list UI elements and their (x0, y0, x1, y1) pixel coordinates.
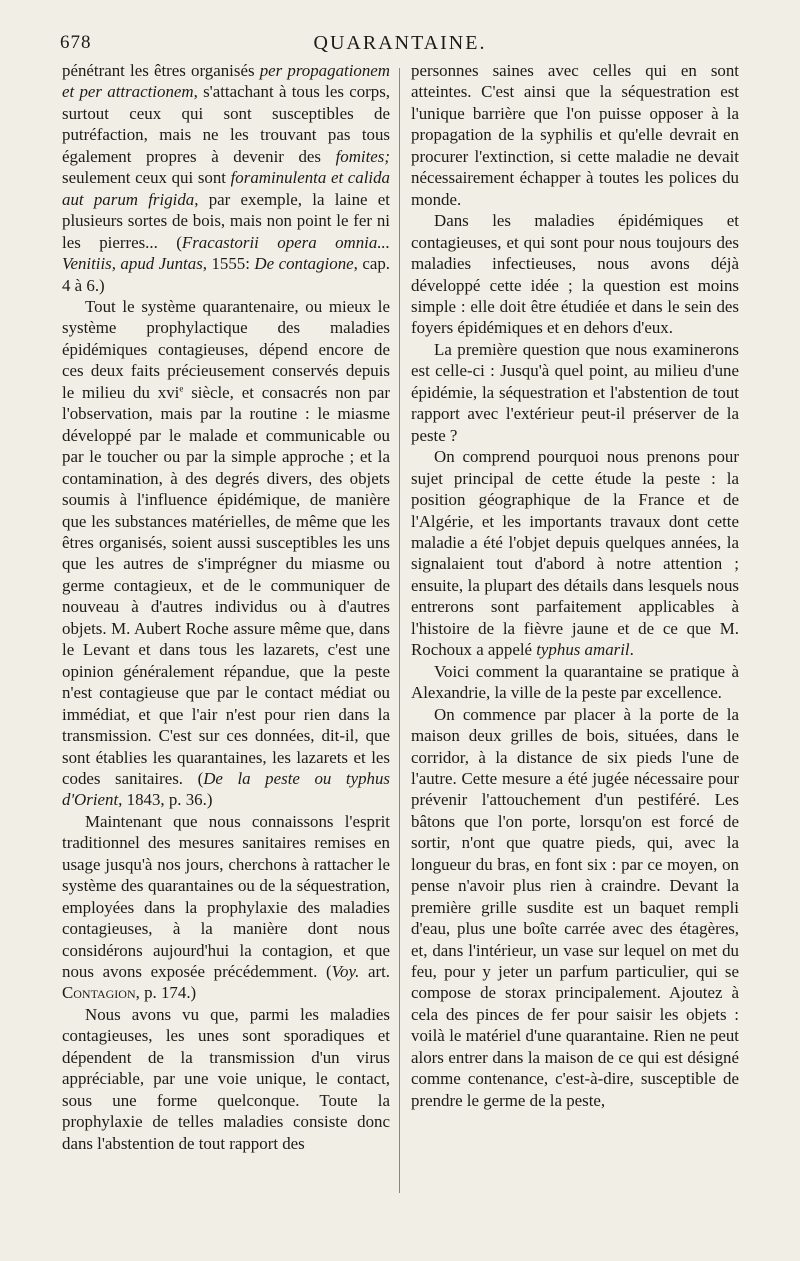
paragraph-syphilis: personnes saines avec celles qui en sont atteintes. C'est ainsi que la séquestration est l'unique barrière que l'on puisse opposer à la propagation de la syphilis et qu'elle devrait en procurer l'extinction, si cette maladie ne devait nécessairement échapper à toutes les polices du monde. (411, 61, 739, 209)
left-column (62, 60, 390, 1154)
paragraph-sporadic-diseases: Nous avons vu que, parmi les maladies contagieuses, les unes sont sporadiques et dépendent de la transmission d'un virus appréciable, par une voie unique, le contact, sous une forme quelconque. Toute la prophylaxie de telles maladies consiste donc dans l'abstention de tout rapport des (62, 1004, 390, 1153)
paragraph-first-question: La première question que nous examinerons est celle-ci : Jusqu'à quel point, au milieu d'une épidémie, la séquestration et l'abstention de tout rapport avec l'extérieur peut-il préserver de la peste ? (411, 339, 739, 445)
running-title: QUARANTAINE. (313, 32, 487, 54)
page-number: 678 (60, 32, 92, 53)
right-column (411, 60, 739, 1111)
paragraph-plague-subject: On comprend pourquoi nous prenons pour sujet principal de cette étude la peste : la position géographique de la France et de l'Algérie, et les importants travaux dont cette maladie a été l'objet depuis quelques années, la signalaient tout d'abord à notre attention ; ensuite, la plupart des détails dans lesquels nous entrerons sont parfaitement applicables à l'histoire de la fièvre jaune et de ce que M. Rochoux a appelé typhus amaril. (411, 447, 739, 660)
paragraph-alexandria: Voici comment la quarantaine se pratique à Alexandrie, la ville de la peste par excellence. (411, 661, 739, 703)
paragraph-fracastor-quote: pénétrant les êtres organisés per propagationem et per attractionem, s'attachant à tous les corps, surtout ceux qui sont susceptibles de putréfaction, mais ne les trouvant pas tous également propres à devenir des fomites; seulement ceux qui sont foraminulenta et calida aut parum frigida, par exemple, la laine et plusieurs sortes de bois, mais non point le fer ni les pierres... (Fracastorii opera omnia... Venitiis, apud Juntas, 1555: De contagione, cap. 4 à 6.) (62, 61, 391, 295)
page-header (60, 32, 740, 62)
paragraph-traditional-spirit: Maintenant que nous connaissons l'esprit traditionnel des mesures sanitaires remises en usage jusqu'à nos jours, cherchons à rattacher le système des quarantaines ou de la séquestration, employées dans la prophylaxie des maladies contagieuses, à la manière dont nous considérons aujourd'hui la contagion, et que nous avons exposée précédemment. (Voy. art. Contagion, p. 174.) (62, 811, 390, 1003)
paragraph-epidemic-diseases: Dans les maladies épidémiques et contagieuses, et qui sont pour nous toujours des maladies infectieuses, nous avons déjà développé cette idée ; la question est moins simple : elle doit être étudiée et dans le sein des foyers épidémiques et en dehors d'eux. (411, 211, 739, 338)
paragraph-grilles: On commence par placer à la porte de la maison deux grilles de bois, situées, dans le corridor, à la distance de six pieds l'une de l'autre. Cette mesure a été jugée nécessaire pour prévenir l'attouchement d'un pestiféré. Les bâtons que l'on porte, lorsqu'on est forcé de sortir, n'ont que quatre pieds, qui, avec la longueur du bras, en font six : par ce moyen, on pense n'avoir plus rien à craindre. Devant la première grille susdite est un baquet rempli d'eau, plus une boîte carrée avec des étagères, et, dans l'intérieur, un vase sur lequel on met du feu, pour y jeter un parfum particulier, qui se compose de storax principalement. Ajoutez à cela des pinces de fer pour saisir les objets : voilà le matériel d'une quarantaine. Rien ne peut alors entrer dans la maison de ce qui est désigné comme contenance, c'est-à-dire, susceptible de prendre le germe de la peste, (411, 704, 739, 1110)
column-divider (399, 68, 400, 1193)
paragraph-quarantine-system: Tout le système quarantenaire, ou mieux le système prophylactique des maladies épidémiques contagieuses, dépend encore de ces deux faits précieusement conservés depuis le milieu du xvi$^e$ siècle, et consacrés non par l'observation, mais par la routine : le miasme développé par le malade et communicable ou par le toucher ou par la simple approche ; et la contamination, à des degrés divers, des objets soumis à l'influence épidémique, de manière que les substances matérielles, de même que les êtres organisés, soient aussi susceptibles les uns que les autres de s'imprégner du miasme ou germe contagieux, et de le communiquer de nouveau à d'autres individus ou à d'autres objets. M. Aubert Roche assure même que, dans le Levant et dans tous les lazarets, c'est une opinion généralement répandue, que la peste n'est contagieuse que par le contact médiat ou immédiat, et que l'air n'est pour rien dans la transmission. C'est sur ces données, dit-il, que sont établies les quarantaines, les lazarets et les codes sanitaires. (De la peste ou typhus d'Orient, 1843, p. 36.) (62, 296, 390, 810)
